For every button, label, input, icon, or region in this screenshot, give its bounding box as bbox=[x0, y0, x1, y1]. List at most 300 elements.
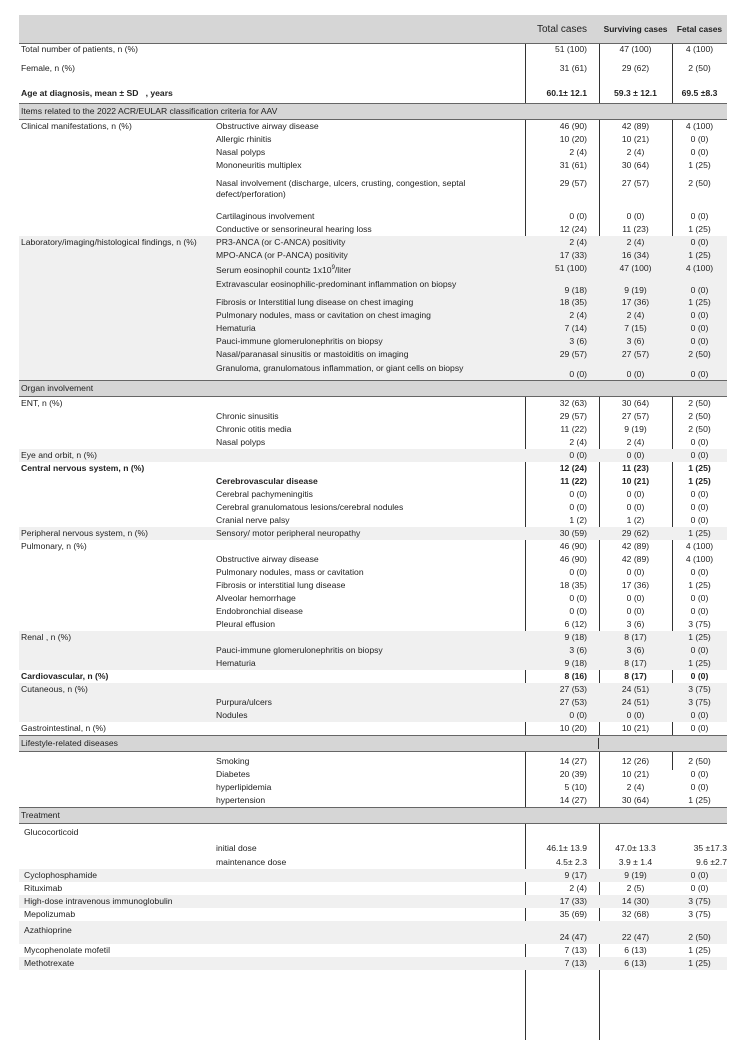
group-label bbox=[19, 211, 216, 222]
total-cases-value: 24 (47) bbox=[559, 931, 587, 942]
surviving-cases-value: 42 (89) bbox=[621, 553, 650, 564]
organ-sub-label bbox=[216, 684, 525, 695]
glucocorticoid-dose-row bbox=[19, 841, 727, 855]
fetal-cases-value: 0 (0) bbox=[690, 566, 709, 577]
surviving-cases-value: 30 (64) bbox=[621, 794, 650, 805]
fetal-cases-value: 4 (100) bbox=[685, 553, 714, 564]
col-total-header: Total cases bbox=[536, 23, 588, 35]
fetal-cases-value: 0 (0) bbox=[690, 237, 709, 247]
organ-sub-row bbox=[19, 488, 727, 501]
blank bbox=[19, 645, 216, 656]
organ-item-label: Alveolar hemorrhage bbox=[216, 592, 296, 603]
blank bbox=[19, 756, 216, 767]
surviving-cases-value: 8 (17) bbox=[624, 631, 647, 642]
lifestyle-label: Diabetes bbox=[216, 768, 250, 779]
organ-label: ENT, n (%) bbox=[21, 397, 63, 408]
total-cases-value: 46 (90) bbox=[559, 553, 587, 564]
total-cases-value: 32 (63) bbox=[559, 397, 587, 408]
surviving-cases-value: 47 (100) bbox=[619, 44, 652, 54]
organ-item-label: Nodules bbox=[216, 709, 248, 720]
section-spacer bbox=[672, 383, 727, 394]
section-header bbox=[19, 735, 727, 752]
surviving-cases-value: 7 (15) bbox=[624, 322, 647, 333]
item-label: Nasal/paranasal sinusitis or mastoiditis on imaging bbox=[216, 348, 409, 359]
lifestyle-label: hypertension bbox=[216, 794, 266, 805]
row-label: Total number of patients, n (%) bbox=[21, 44, 139, 54]
group-label bbox=[19, 178, 216, 200]
section-title: Items related to the 2022 ACR/EULAR classification criteria for AAV bbox=[21, 106, 278, 116]
organ-sub-row bbox=[19, 696, 727, 709]
total-cases-value: 0 (0) bbox=[569, 488, 587, 499]
blank bbox=[19, 769, 216, 780]
organ-item-label: Cranial nerve palsy bbox=[216, 514, 290, 525]
organ-row bbox=[19, 462, 727, 475]
fetal-cases-value: 0 (0) bbox=[690, 768, 709, 779]
item-label: Conductive or sensorineural hearing loss bbox=[216, 224, 372, 234]
lifestyle-row bbox=[19, 768, 727, 781]
total-cases-value: 0 (0) bbox=[569, 566, 587, 577]
item-label: Pulmonary nodules, mass or cavitation on chest imaging bbox=[216, 309, 431, 320]
group-label bbox=[19, 160, 216, 171]
criteria-row bbox=[19, 223, 727, 236]
blank bbox=[19, 795, 216, 806]
surviving-cases-value: 42 (89) bbox=[621, 540, 650, 551]
organ-row bbox=[19, 397, 727, 410]
total-cases-value: 18 (35) bbox=[559, 579, 587, 590]
total-cases-value: 11 (22) bbox=[560, 423, 587, 434]
fetal-cases-value: 0 (0) bbox=[690, 722, 709, 733]
total-cases-value: 9 (18) bbox=[564, 631, 587, 642]
surviving-cases-value: 0 (0) bbox=[626, 488, 645, 499]
blank bbox=[525, 827, 599, 838]
organ-item-label: Purpura/ulcers bbox=[216, 696, 272, 707]
fetal-cases-value: 0 (0) bbox=[690, 322, 709, 333]
group-label bbox=[19, 336, 216, 347]
total-cases-value: 0 (0) bbox=[569, 368, 587, 379]
fetal-cases-value: 3 (75) bbox=[688, 895, 711, 906]
fetal-cases-value: 2 (50) bbox=[688, 63, 711, 73]
treatment-row bbox=[19, 957, 727, 970]
surviving-cases-value: 6 (13) bbox=[624, 957, 647, 968]
fetal-cases-value: 1 (25) bbox=[688, 250, 711, 260]
surviving-cases-value: 8 (17) bbox=[624, 657, 647, 668]
criteria-row bbox=[19, 361, 727, 380]
surviving-cases-value: 10 (21) bbox=[621, 475, 650, 486]
lifestyle-row bbox=[19, 794, 727, 807]
total-cases-value: 27 (53) bbox=[559, 683, 587, 694]
total-cases-value: 0 (0) bbox=[569, 605, 587, 616]
section-spacer bbox=[599, 106, 672, 117]
fetal-cases-value: 4 (100) bbox=[685, 44, 714, 54]
group-label bbox=[19, 263, 216, 276]
surviving-cases-value: 10 (21) bbox=[621, 722, 650, 733]
total-cases-value: 30 (59) bbox=[559, 527, 587, 538]
total-cases-value: 29 (57) bbox=[559, 410, 587, 421]
surviving-cases-value: 17 (36) bbox=[621, 296, 650, 307]
organ-item-label: Pulmonary nodules, mass or cavitation bbox=[216, 566, 364, 577]
criteria-row bbox=[19, 277, 727, 296]
fetal-cases-value: 0 (0) bbox=[690, 147, 709, 157]
fetal-cases-value: 1 (25) bbox=[688, 957, 711, 968]
fetal-cases-value: 0 (0) bbox=[690, 488, 709, 499]
surviving-cases-value: 42 (89) bbox=[621, 121, 650, 131]
organ-sub-row bbox=[19, 605, 727, 618]
organ-sub-row bbox=[19, 644, 727, 657]
blank bbox=[19, 606, 216, 617]
total-cases-value: 7 (13) bbox=[564, 944, 587, 955]
treatment-label: Glucocorticoid bbox=[24, 826, 79, 837]
surviving-cases-value: 47.0± 13.3 bbox=[615, 842, 656, 853]
group-label bbox=[19, 297, 216, 308]
drug-label: High-dose intravenous immunoglobulin bbox=[24, 895, 173, 906]
criteria-row bbox=[19, 335, 727, 348]
item-label: MPO-ANCA (or P-ANCA) positivity bbox=[216, 250, 348, 260]
treatment-row bbox=[19, 944, 727, 957]
group-label bbox=[19, 283, 216, 296]
section-spacer bbox=[525, 810, 599, 821]
summary-row bbox=[19, 59, 727, 80]
criteria-row bbox=[19, 348, 727, 361]
organ-item-label: Cerebral pachymeningitis bbox=[216, 488, 313, 499]
fetal-cases-value: 0 (0) bbox=[690, 284, 709, 295]
organ-label: Cutaneous, n (%) bbox=[21, 683, 88, 694]
treatment-row bbox=[19, 869, 727, 882]
total-cases-value: 0 (0) bbox=[569, 449, 587, 460]
total-cases-value: 2 (4) bbox=[569, 882, 587, 893]
group-label bbox=[19, 134, 216, 145]
surviving-cases-value: 29 (62) bbox=[621, 63, 650, 73]
total-cases-value: 18 (35) bbox=[559, 296, 587, 307]
organ-sub-label bbox=[216, 541, 525, 552]
organ-item-label: Fibrosis or interstitial lung disease bbox=[216, 579, 346, 590]
criteria-row bbox=[19, 249, 727, 262]
item-label: Allergic rhinitis bbox=[216, 134, 272, 144]
glucocorticoid-dose-row bbox=[19, 855, 727, 869]
fetal-cases-value: 69.5 ±8.3 bbox=[681, 88, 718, 98]
fetal-cases-value: 2 (50) bbox=[688, 348, 711, 359]
treatment-row bbox=[19, 921, 727, 944]
section-title: Organ involvement bbox=[21, 382, 94, 393]
surviving-cases-value: 24 (51) bbox=[621, 696, 650, 707]
item-label: Extravascular eosinophilic-predominant inflammation on biopsy bbox=[216, 278, 457, 289]
fetal-cases-value: 2 (50) bbox=[688, 178, 711, 188]
blank bbox=[19, 476, 216, 487]
blank bbox=[19, 658, 216, 669]
fetal-cases-value: 0 (0) bbox=[690, 211, 709, 221]
organ-sub-row bbox=[19, 436, 727, 449]
group-label: Laboratory/imaging/histological findings, n (%) bbox=[21, 237, 197, 247]
organ-row bbox=[19, 631, 727, 644]
criteria-row bbox=[19, 322, 727, 335]
organ-label: Renal , n (%) bbox=[21, 631, 72, 642]
total-cases-value: 8 (16) bbox=[564, 670, 587, 681]
blank bbox=[19, 857, 216, 868]
surviving-cases-value: 47 (100) bbox=[619, 263, 652, 273]
blank bbox=[19, 554, 216, 565]
surviving-cases-value: 0 (0) bbox=[626, 605, 645, 616]
organ-item-label: Cerebrovascular disease bbox=[216, 475, 318, 486]
blank bbox=[19, 782, 216, 793]
surviving-cases-value: 1 (2) bbox=[626, 514, 645, 525]
treatment-row bbox=[19, 824, 727, 841]
surviving-cases-value: 10 (21) bbox=[621, 768, 650, 779]
total-cases-value: 0 (0) bbox=[569, 709, 587, 720]
fetal-cases-value: 3 (75) bbox=[688, 908, 711, 919]
surviving-cases-value: 0 (0) bbox=[626, 368, 645, 379]
total-cases-value: 3 (6) bbox=[569, 335, 587, 346]
section-header bbox=[19, 807, 727, 824]
blank bbox=[19, 697, 216, 708]
drug-label: Cyclophosphamide bbox=[24, 869, 98, 880]
organ-sub-row bbox=[19, 592, 727, 605]
fetal-cases-value: 1 (25) bbox=[688, 296, 711, 307]
organ-row bbox=[19, 527, 727, 540]
criteria-row bbox=[19, 120, 727, 133]
total-cases-value: 17 (33) bbox=[559, 250, 587, 260]
total-cases-value: 60.1± 12.1 bbox=[546, 88, 587, 98]
total-cases-value: 51 (100) bbox=[554, 263, 587, 273]
surviving-cases-value: 29 (62) bbox=[621, 527, 650, 538]
group-label bbox=[19, 224, 216, 235]
surviving-cases-value: 0 (0) bbox=[626, 449, 645, 460]
organ-sub-row bbox=[19, 709, 727, 722]
organ-sub-row bbox=[19, 501, 727, 514]
blank bbox=[599, 827, 672, 838]
total-cases-value: 46 (90) bbox=[559, 540, 587, 551]
group-label bbox=[19, 323, 216, 334]
total-cases-value: 10 (20) bbox=[559, 134, 587, 144]
organ-row bbox=[19, 540, 727, 553]
organ-sub-label bbox=[216, 398, 525, 409]
fetal-cases-value: 1 (25) bbox=[688, 462, 711, 473]
fetal-cases-value: 0 (0) bbox=[690, 670, 709, 681]
blank bbox=[19, 502, 216, 513]
organ-sub-label bbox=[216, 450, 525, 461]
blank bbox=[19, 619, 216, 630]
criteria-row bbox=[19, 309, 727, 322]
fetal-cases-value: 1 (25) bbox=[688, 657, 711, 668]
item-label: Obstructive airway disease bbox=[216, 121, 319, 131]
total-cases-value: 0 (0) bbox=[569, 501, 587, 512]
fetal-cases-value: 1 (25) bbox=[688, 160, 711, 170]
surviving-cases-value: 2 (4) bbox=[626, 309, 645, 320]
organ-item-label: Hematuria bbox=[216, 657, 256, 668]
criteria-row bbox=[19, 172, 727, 205]
total-cases-value: 17 (33) bbox=[559, 895, 587, 906]
organ-row bbox=[19, 683, 727, 696]
section-header bbox=[19, 103, 727, 120]
surviving-cases-value: 3 (6) bbox=[626, 644, 645, 655]
surviving-cases-value: 8 (17) bbox=[624, 670, 647, 681]
drug-label: Methotrexate bbox=[24, 957, 75, 968]
group-label bbox=[19, 367, 216, 380]
blank bbox=[19, 567, 216, 578]
blank bbox=[672, 827, 727, 838]
fetal-cases-value: 35 ±17.3 bbox=[693, 842, 727, 853]
fetal-cases-value: 0 (0) bbox=[690, 592, 709, 603]
section-spacer bbox=[599, 383, 672, 394]
surviving-cases-value: 27 (57) bbox=[621, 410, 650, 421]
organ-row bbox=[19, 449, 727, 462]
section-spacer bbox=[524, 738, 598, 749]
surviving-cases-value: 0 (0) bbox=[626, 566, 645, 577]
section-title: Lifestyle-related diseases bbox=[21, 737, 118, 748]
col-surviving-header: Surviving cases bbox=[603, 23, 668, 34]
surviving-cases-value: 9 (19) bbox=[624, 423, 647, 434]
surviving-cases-value: 27 (57) bbox=[621, 178, 650, 188]
drug-label: Azathioprine bbox=[24, 924, 72, 935]
fetal-cases-value: 2 (50) bbox=[688, 931, 711, 942]
fetal-cases-value: 4 (100) bbox=[685, 540, 714, 551]
surviving-cases-value: 27 (57) bbox=[621, 348, 650, 359]
fetal-cases-value: 0 (0) bbox=[690, 335, 709, 346]
organ-sub-row bbox=[19, 618, 727, 631]
col-fetal-header: Fetal cases bbox=[676, 23, 723, 34]
organ-label: Pulmonary, n (%) bbox=[21, 540, 87, 551]
fetal-cases-value: 0 (0) bbox=[690, 605, 709, 616]
table-header bbox=[19, 15, 727, 44]
group-label bbox=[19, 147, 216, 158]
organ-label: Peripheral nervous system, n (%) bbox=[21, 527, 149, 538]
criteria-row bbox=[19, 296, 727, 309]
total-cases-value: 11 (22) bbox=[560, 475, 587, 486]
blank bbox=[19, 843, 216, 854]
surviving-cases-value: 2 (4) bbox=[626, 781, 645, 792]
surviving-cases-value: 30 (64) bbox=[621, 397, 650, 408]
fetal-cases-value: 0 (0) bbox=[690, 368, 709, 379]
fetal-cases-value: 0 (0) bbox=[690, 709, 709, 720]
surviving-cases-value: 32 (68) bbox=[621, 908, 650, 919]
item-label: Mononeuritis multiplex bbox=[216, 160, 302, 170]
surviving-cases-value: 24 (51) bbox=[621, 683, 650, 694]
fetal-cases-value: 2 (50) bbox=[688, 423, 711, 434]
surviving-cases-value: 11 (23) bbox=[622, 462, 649, 473]
summary-row bbox=[19, 80, 727, 103]
group-label: Clinical manifestations, n (%) bbox=[21, 121, 132, 131]
total-cases-value: 27 (53) bbox=[559, 696, 587, 707]
surviving-cases-value: 14 (30) bbox=[621, 895, 650, 906]
lifestyle-row bbox=[19, 752, 727, 768]
criteria-row bbox=[19, 133, 727, 146]
organ-sub-row bbox=[19, 579, 727, 592]
blank bbox=[19, 411, 216, 422]
total-cases-value: 7 (13) bbox=[564, 957, 587, 968]
surviving-cases-value: 9 (19) bbox=[624, 869, 647, 880]
fetal-cases-value: 1 (25) bbox=[688, 475, 711, 486]
treatment-row bbox=[19, 895, 727, 908]
drug-label: Mycophenolate mofetil bbox=[24, 944, 110, 955]
drug-label: Mepolizumab bbox=[24, 908, 76, 919]
organ-sub-label: Sensory/ motor peripheral neuropathy bbox=[216, 527, 361, 538]
fetal-cases-value: 4 (100) bbox=[685, 263, 714, 273]
total-cases-value: 0 (0) bbox=[569, 592, 587, 603]
total-cases-value: 2 (4) bbox=[569, 436, 587, 447]
organ-label: Central nervous system, n (%) bbox=[21, 462, 145, 473]
surviving-cases-value: 0 (0) bbox=[626, 709, 645, 720]
total-cases-value: 31 (61) bbox=[559, 63, 587, 73]
organ-sub-label bbox=[216, 723, 525, 734]
treatment-row bbox=[19, 882, 727, 895]
section-spacer bbox=[525, 383, 599, 394]
total-cases-value: 35 (69) bbox=[559, 908, 587, 919]
group-label bbox=[19, 349, 216, 360]
organ-label: Gastrointestinal, n (%) bbox=[21, 722, 107, 733]
surviving-cases-value: 2 (5) bbox=[626, 882, 645, 893]
total-cases-value: 9 (18) bbox=[564, 284, 587, 295]
fetal-cases-value: 9.6 ±2.7 bbox=[696, 856, 727, 867]
total-cases-value: 31 (61) bbox=[559, 160, 587, 170]
row-label: Age at diagnosis, mean ± SD , years bbox=[21, 88, 173, 98]
item-label: Pauci-immune glomerulonephritis on biopsy bbox=[216, 335, 383, 346]
lifestyle-row bbox=[19, 781, 727, 794]
dose-label: initial dose bbox=[216, 842, 257, 853]
organ-label: Cardiovascular, n (%) bbox=[21, 670, 109, 681]
total-cases-value: 9 (18) bbox=[564, 657, 587, 668]
surviving-cases-value: 2 (4) bbox=[626, 436, 645, 447]
organ-sub-row bbox=[19, 475, 727, 488]
item-label: Serum eosinophil count≥ $1x10^9$/liter bbox=[216, 264, 352, 275]
organ-item-label: Nasal polyps bbox=[216, 436, 266, 447]
fetal-cases-value: 0 (0) bbox=[690, 436, 709, 447]
group-label bbox=[19, 310, 216, 321]
organ-item-label: Endobronchial disease bbox=[216, 605, 303, 616]
fetal-cases-value: 0 (0) bbox=[690, 514, 709, 525]
row-label: Female, n (%) bbox=[21, 63, 75, 73]
total-cases-value: 20 (39) bbox=[559, 768, 587, 779]
surviving-cases-value: 30 (64) bbox=[621, 160, 650, 170]
fetal-cases-value: 0 (0) bbox=[690, 644, 709, 655]
blank bbox=[19, 593, 216, 604]
organ-label: Eye and orbit, n (%) bbox=[21, 449, 97, 460]
fetal-cases-value: 1 (25) bbox=[688, 579, 711, 590]
organ-sub-row bbox=[19, 566, 727, 579]
group-label bbox=[19, 250, 216, 261]
surviving-cases-value: 3.9 ± 1.4 bbox=[618, 856, 653, 867]
total-cases-value: 9 (17) bbox=[564, 869, 587, 880]
total-cases-value: 2 (4) bbox=[569, 237, 587, 247]
lifestyle-label: Smoking bbox=[216, 755, 250, 766]
fetal-cases-value: 3 (75) bbox=[688, 683, 711, 694]
surviving-cases-value: 0 (0) bbox=[626, 211, 645, 221]
blank bbox=[19, 710, 216, 721]
total-cases-value: 51 (100) bbox=[554, 44, 587, 54]
organ-item-label: Pauci-immune glomerulonephritis on biopsy bbox=[216, 644, 383, 655]
fetal-cases-value: 1 (25) bbox=[688, 224, 711, 234]
fetal-cases-value: 2 (50) bbox=[688, 410, 711, 421]
total-cases-value: 3 (6) bbox=[569, 644, 587, 655]
fetal-cases-value: 0 (0) bbox=[690, 882, 709, 893]
blank bbox=[19, 424, 216, 435]
total-cases-value: 14 (27) bbox=[559, 794, 587, 805]
organ-sub-label bbox=[216, 463, 525, 474]
total-cases-value: 46 (90) bbox=[559, 121, 587, 131]
surviving-cases-value: 17 (36) bbox=[621, 579, 650, 590]
total-cases-value: 4.5± 2.3 bbox=[556, 856, 587, 867]
fetal-cases-value: 0 (0) bbox=[690, 501, 709, 512]
total-cases-value: 1 (2) bbox=[569, 514, 587, 525]
surviving-cases-value: 6 (13) bbox=[624, 944, 647, 955]
organ-item-label: Chronic sinusitis bbox=[216, 410, 279, 421]
blank bbox=[19, 437, 216, 448]
surviving-cases-value: 3 (6) bbox=[626, 618, 645, 629]
fetal-cases-value: 0 (0) bbox=[690, 869, 709, 880]
organ-item-label: Obstructive airway disease bbox=[216, 553, 319, 564]
total-cases-value: 6 (12) bbox=[564, 618, 587, 629]
surviving-cases-value: 9 (19) bbox=[624, 284, 647, 295]
fetal-cases-value: 1 (25) bbox=[688, 631, 711, 642]
surviving-cases-value: 22 (47) bbox=[621, 931, 650, 942]
organ-item-label: Pleural effusion bbox=[216, 618, 276, 629]
